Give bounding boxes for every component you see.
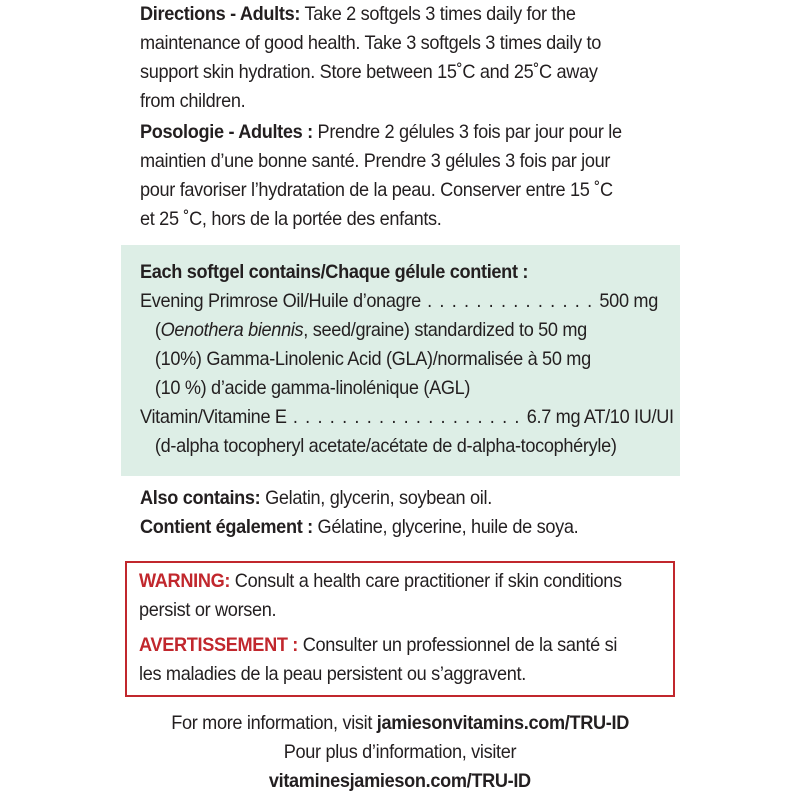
directions-line-4: from children. <box>140 90 246 112</box>
warning-fr-line-2: les maladies de la peau persistent ou s’aggravent. <box>139 663 526 685</box>
warning-en-heading: WARNING: <box>139 570 231 592</box>
vitamin-row <box>140 403 674 432</box>
primrose-row <box>140 287 674 316</box>
warning-text <box>139 567 622 689</box>
posologie-heading: Posologie - Adultes : <box>140 121 313 143</box>
also-contains-en-heading: Also contains: <box>140 487 261 509</box>
also-contains-en: Also contains: Gelatin, glycerin, soybean oil. <box>140 487 492 509</box>
also-contains-fr: Contient également : Gélatine, glycerine, huile de soya. <box>140 516 579 538</box>
directions-line-2: maintenance of good health. Take 3 softgels 3 times daily to <box>140 32 602 54</box>
primrose-latin-name: Oenothera biennis <box>160 319 304 341</box>
primrose-detail-3: (10 %) d’acide gamma-linolénique (AGL) <box>154 377 471 399</box>
primrose-name: Evening Primrose Oil/Huile d’onagre <box>140 290 421 312</box>
directions-section <box>140 0 642 116</box>
footer-fr-url[interactable]: vitaminesjamieson.com/TRU-ID <box>269 770 531 792</box>
also-contains-fr-heading: Contient également : <box>140 516 313 538</box>
warning-en-line-1: WARNING: Consult a health care practitioner if skin conditions <box>139 570 622 592</box>
warning-fr-line-1: AVERTISSEMENT : Consulter un professionnel de la santé si <box>139 634 618 656</box>
footer-info <box>0 709 800 796</box>
vitamin-amount: 6.7 mg AT/10 IU/UI <box>526 406 674 428</box>
directions-line-1: Directions - Adults: Take 2 softgels 3 times daily for the <box>140 3 576 25</box>
vitamin-leader-dots: . . . . . . . . . . . . . . . . . . . <box>286 406 527 428</box>
posologie-line-1: Posologie - Adultes : Prendre 2 gélules 3 fois par jour pour le <box>140 121 622 143</box>
directions-heading: Directions - Adults: <box>140 3 301 25</box>
primrose-amount: 500 mg <box>599 290 658 312</box>
footer-en-line: For more information, visit jamiesonvitamins.com/TRU-ID <box>171 712 629 734</box>
posologie-section <box>140 118 642 234</box>
primrose-detail-2: (10%) Gamma-Linolenic Acid (GLA)/normalisée à 50 mg <box>154 348 591 370</box>
directions-line-3: support skin hydration. Store between 15˚C and 25˚C away <box>140 61 598 83</box>
primrose-detail-1: (Oenothera biennis, seed/graine) standardized to 50 mg <box>154 319 587 341</box>
footer-en-url[interactable]: jamiesonvitamins.com/TRU-ID <box>376 712 629 734</box>
ingredients-heading: Each softgel contains/Chaque gélule contient : <box>140 261 529 283</box>
warning-en-line-2: persist or worsen. <box>139 599 277 621</box>
warning-fr-heading: AVERTISSEMENT : <box>139 634 299 656</box>
also-contains-section <box>140 484 642 542</box>
ingredients-list <box>140 258 674 461</box>
footer-fr-line: Pour plus d’information, visiter <box>283 741 517 763</box>
posologie-line-4: et 25 ˚C, hors de la portée des enfants. <box>140 208 442 230</box>
posologie-line-3: pour favoriser l’hydratation de la peau. Conserver entre 15 ˚C <box>140 179 613 201</box>
vitamin-name: Vitamin/Vitamine E <box>140 406 287 428</box>
posologie-line-2: maintien d’une bonne santé. Prendre 3 gélules 3 fois par jour <box>140 150 611 172</box>
primrose-leader-dots: . . . . . . . . . . . . . . <box>420 290 600 312</box>
vitamin-detail: (d-alpha tocopheryl acetate/acétate de d-alpha-tocophéryle) <box>154 435 617 457</box>
